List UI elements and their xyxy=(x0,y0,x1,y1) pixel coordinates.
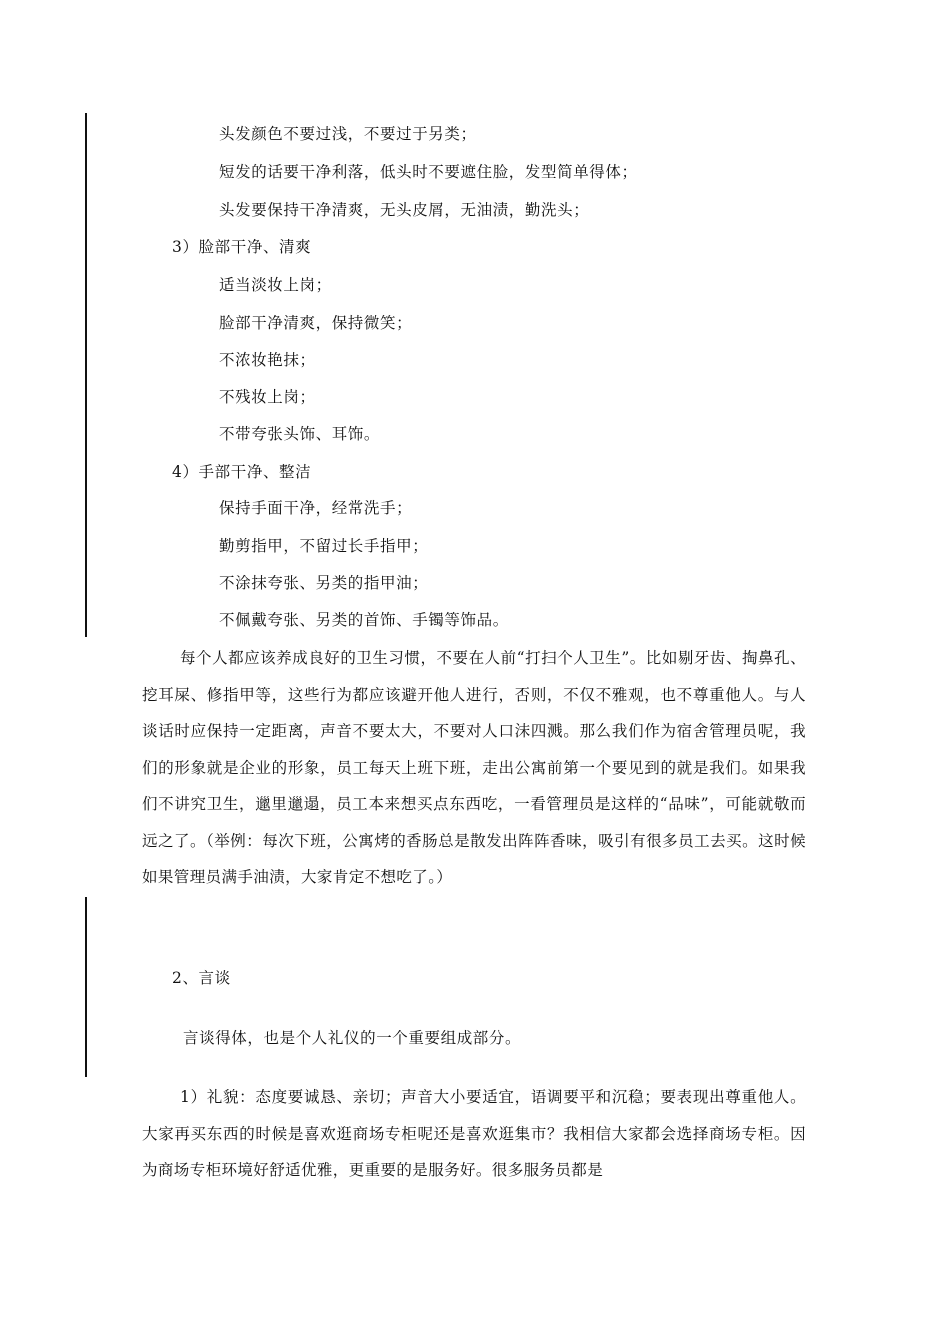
subheading: 3）脸部干净、清爽 xyxy=(172,238,312,256)
list-item: 脸部干净清爽，保持微笑； xyxy=(219,314,413,332)
list-item: 短发的话要干净利落，低头时不要遮住脸，发型简单得体； xyxy=(219,163,638,181)
list-item: 头发要保持干净清爽，无头皮屑，无油渍，勤洗头； xyxy=(219,201,590,219)
paragraph-intro: 言谈得体，也是个人礼仪的一个重要组成部分。 xyxy=(183,1029,522,1047)
revision-bar xyxy=(85,113,87,637)
section-heading: 2、言谈 xyxy=(172,969,231,987)
subheading: 4）手部干净、整洁 xyxy=(172,463,312,481)
paragraph-hygiene: 每个人都应该养成良好的卫生习惯，不要在人前“打扫个人卫生”。比如剔牙齿、掏鼻孔、挖耳屎、修指甲等，这些行为都应该避开他人进行，否则，不仅不雅观，也不尊重他人。与人谈话时应保持一定距离，声音不要太大，不要对人口沫四溅。那么我们作为宿舍管理员呢，我们的形象就是企业的形象，员工每天上班下班，走出公寓前第一个要见到的就是我们。如果我们不讲究卫生，邋里邋遢，员工本来想买点东西吃，一看管理员是这样的“品味”，可能就敬而远之了。（举例：每次下班，公寓烤的香肠总是散发出阵阵香味，吸引有很多员工去买。这时候如果管理员满手油渍，大家肯定不想吃了。） xyxy=(142,649,806,886)
list-item: 头发颜色不要过浅，不要过于另类； xyxy=(219,125,477,143)
list-item: 不涂抹夸张、另类的指甲油； xyxy=(219,574,429,592)
paragraph-politeness: 1）礼貌：态度要诚恳、亲切；声音大小要适宜，语调要平和沉稳；要表现出尊重他人。大家再买东西的时候是喜欢逛商场专柜呢还是喜欢逛集市？我相信大家都会选择商场专柜。因为商场专柜环境好舒适优雅，更重要的是服务好。很多服务员都是 xyxy=(142,1088,806,1179)
list-item: 适当淡妆上岗； xyxy=(219,276,332,294)
revision-bar xyxy=(85,897,87,1077)
list-item: 不残妆上岗； xyxy=(219,388,316,406)
list-item: 勤剪指甲，不留过长手指甲； xyxy=(219,537,429,555)
list-item: 保持手面干净，经常洗手； xyxy=(219,499,413,517)
list-item: 不佩戴夸张、另类的首饰、手镯等饰品。 xyxy=(219,611,509,629)
list-item: 不带夸张头饰、耳饰。 xyxy=(219,425,381,443)
list-item: 不浓妆艳抹； xyxy=(219,351,316,369)
